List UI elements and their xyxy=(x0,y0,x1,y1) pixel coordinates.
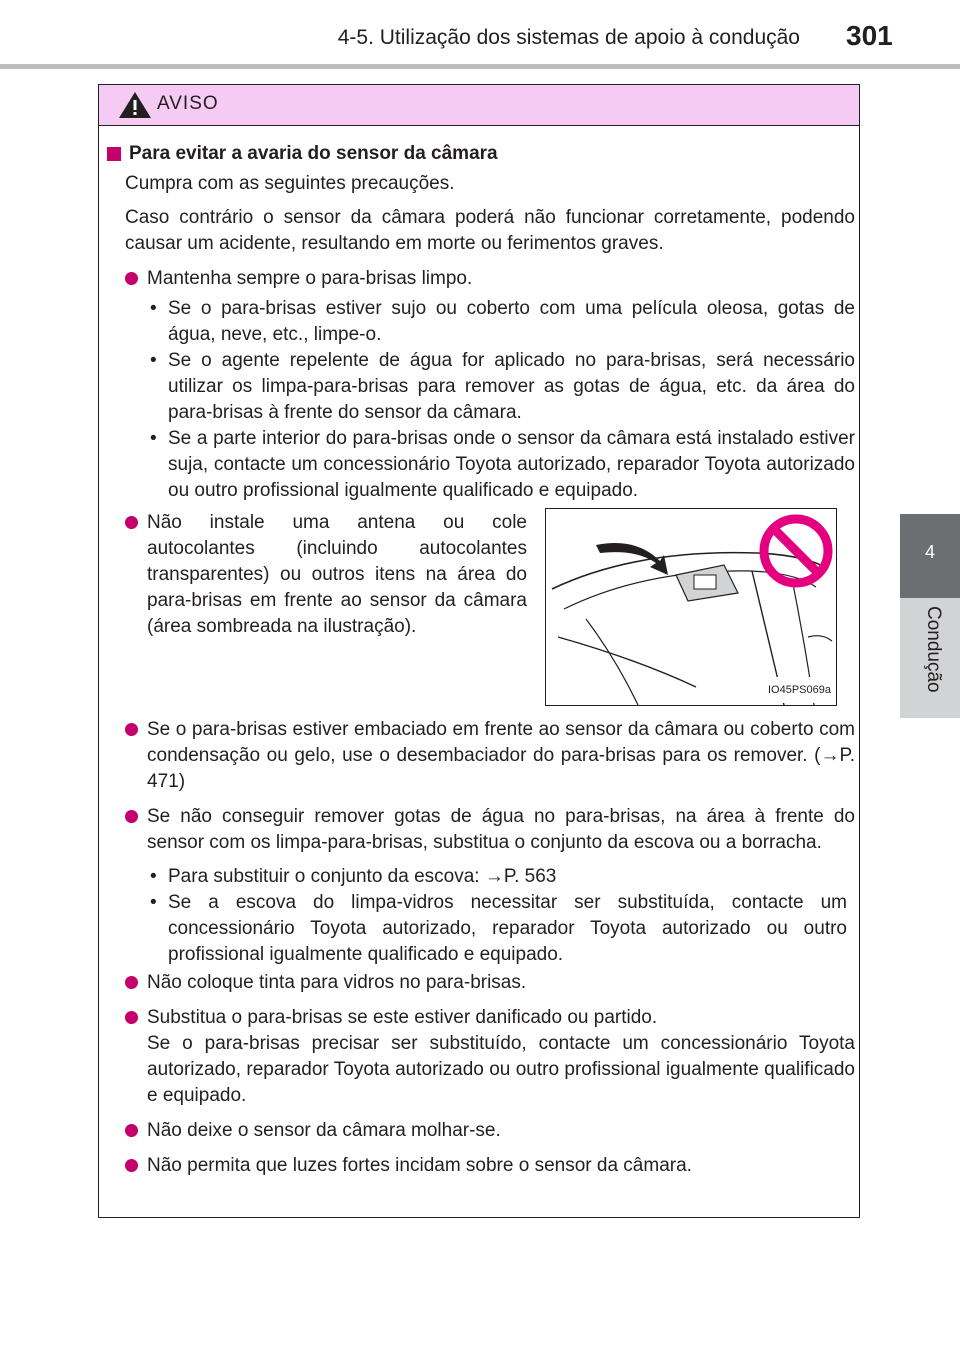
round-bullet-icon xyxy=(125,1124,138,1137)
list-item-clean xyxy=(107,266,855,292)
sub-item xyxy=(107,296,855,348)
chapter-tab-number: 4 xyxy=(924,542,935,562)
clean-sublist xyxy=(107,296,855,504)
round-bullet-icon xyxy=(125,1011,138,1024)
running-header-title: 4-5. Utilização dos sistemas de apoio à condução xyxy=(337,26,800,49)
list-item-tint xyxy=(107,970,855,996)
sub-item-text: Se a parte interior do para-brisas onde o sensor da câmara está instalado estiver suja, contacte um concessionário Toyota autorizado, reparador Toyota autorizado ou outro profissional igualmente qualificado e equipado. xyxy=(168,428,855,501)
list-item-antenna xyxy=(107,510,527,640)
section-heading-text: Para evitar a avaria do sensor da câmara xyxy=(129,143,498,164)
list-item-wet xyxy=(107,1118,855,1144)
bullet-mark-icon: • xyxy=(150,350,157,371)
warning-box xyxy=(98,84,860,1218)
list-item-fog xyxy=(107,717,855,795)
sub-item xyxy=(107,890,855,968)
windshield-sensor-illustration xyxy=(545,508,837,706)
list-item-text: Se não conseguir remover gotas de água no para-brisas, na área à frente do sensor com os limpa-para-brisas, substitua o conjunto da escova ou a borracha. xyxy=(147,806,855,853)
bullet-mark-icon: • xyxy=(150,298,157,319)
sub-item xyxy=(107,348,855,426)
bullet-mark-icon: • xyxy=(150,866,157,887)
round-bullet-icon xyxy=(125,272,138,285)
wiper-sublist xyxy=(107,864,855,968)
warning-content xyxy=(107,141,855,1179)
round-bullet-icon xyxy=(125,1159,138,1172)
warning-title: AVISO xyxy=(157,93,219,114)
replace-detail: Se o para-brisas precisar ser substituído, contacte um concessionário Toyota autorizado, reparador Toyota autorizado ou outro profissional igualmente qualificado e equipado. xyxy=(147,1033,855,1106)
sub-item-text: Se o para-brisas estiver sujo ou coberto com uma película oleosa, gotas de água, neve, etc., limpe-o. xyxy=(168,298,855,345)
list-item-text: Não instale uma antena ou cole autocolantes (incluindo autocolantes transparentes) ou outros itens na área do para-brisas em frente ao sensor da câmara (área sombreada na ilustração). xyxy=(147,512,527,637)
list-item-text: Mantenha sempre o para-brisas limpo. xyxy=(147,268,473,289)
bullet-mark-icon: • xyxy=(150,892,157,913)
list-item-text: Substitua o para-brisas se este estiver danificado ou partido. xyxy=(147,1007,658,1028)
round-bullet-icon xyxy=(125,516,138,529)
figure-row xyxy=(107,510,855,708)
round-bullet-icon xyxy=(125,810,138,823)
sub-item xyxy=(107,864,855,890)
sub-item-text: Para substituir o conjunto da escova: →P. 563 xyxy=(168,866,557,887)
list-item-replace xyxy=(107,1005,855,1109)
sub-item-text: Se a escova do limpa-vidros necessitar ser substituída, contacte um concessionário Toyota autorizado, reparador Toyota autorizado ou outro profissional igualmente qualificado e equipado. xyxy=(168,892,847,965)
windshield-drawing-icon xyxy=(546,509,836,705)
round-bullet-icon xyxy=(125,976,138,989)
warning-triangle-icon xyxy=(117,90,153,120)
list-item-text: Não permita que luzes fortes incidam sobre o sensor da câmara. xyxy=(147,1155,692,1176)
intro-text: Cumpra com as seguintes precauções. xyxy=(125,173,455,194)
round-bullet-icon xyxy=(125,723,138,736)
page-number: 301 xyxy=(846,20,893,51)
list-item-wiper xyxy=(107,804,855,856)
intro-consequence: Caso contrário o sensor da câmara poderá não funcionar corretamente, podendo causar um acidente, resultando em morte ou ferimentos graves. xyxy=(125,207,855,254)
list-item-text: Não coloque tinta para vidros no para-brisas. xyxy=(147,972,527,993)
list-item-text: Se o para-brisas estiver embaciado em frente ao sensor da câmara ou coberto com condensação ou gelo, use o desembaciador do para-brisas para os remover. (→P. 471) xyxy=(147,719,855,792)
bullet-mark-icon: • xyxy=(150,428,157,449)
header-rule xyxy=(0,64,960,69)
section-heading xyxy=(107,141,855,167)
list-item-text: Não deixe o sensor da câmara molhar-se. xyxy=(147,1120,501,1141)
figure-code: IO45PS069a xyxy=(766,677,833,703)
sub-item-text: Se o agente repelente de água for aplicado no para-brisas, será necessário utilizar os limpa-para-brisas para remover as gotas de água, etc. da área do para-brisas à frente do sensor da câmara. xyxy=(168,350,855,423)
chapter-tab xyxy=(900,514,960,598)
list-item-light xyxy=(107,1153,855,1179)
chapter-tab-label: Condução xyxy=(923,606,944,693)
square-bullet-icon xyxy=(107,147,121,161)
warning-header xyxy=(99,85,859,126)
sub-item xyxy=(107,426,855,504)
